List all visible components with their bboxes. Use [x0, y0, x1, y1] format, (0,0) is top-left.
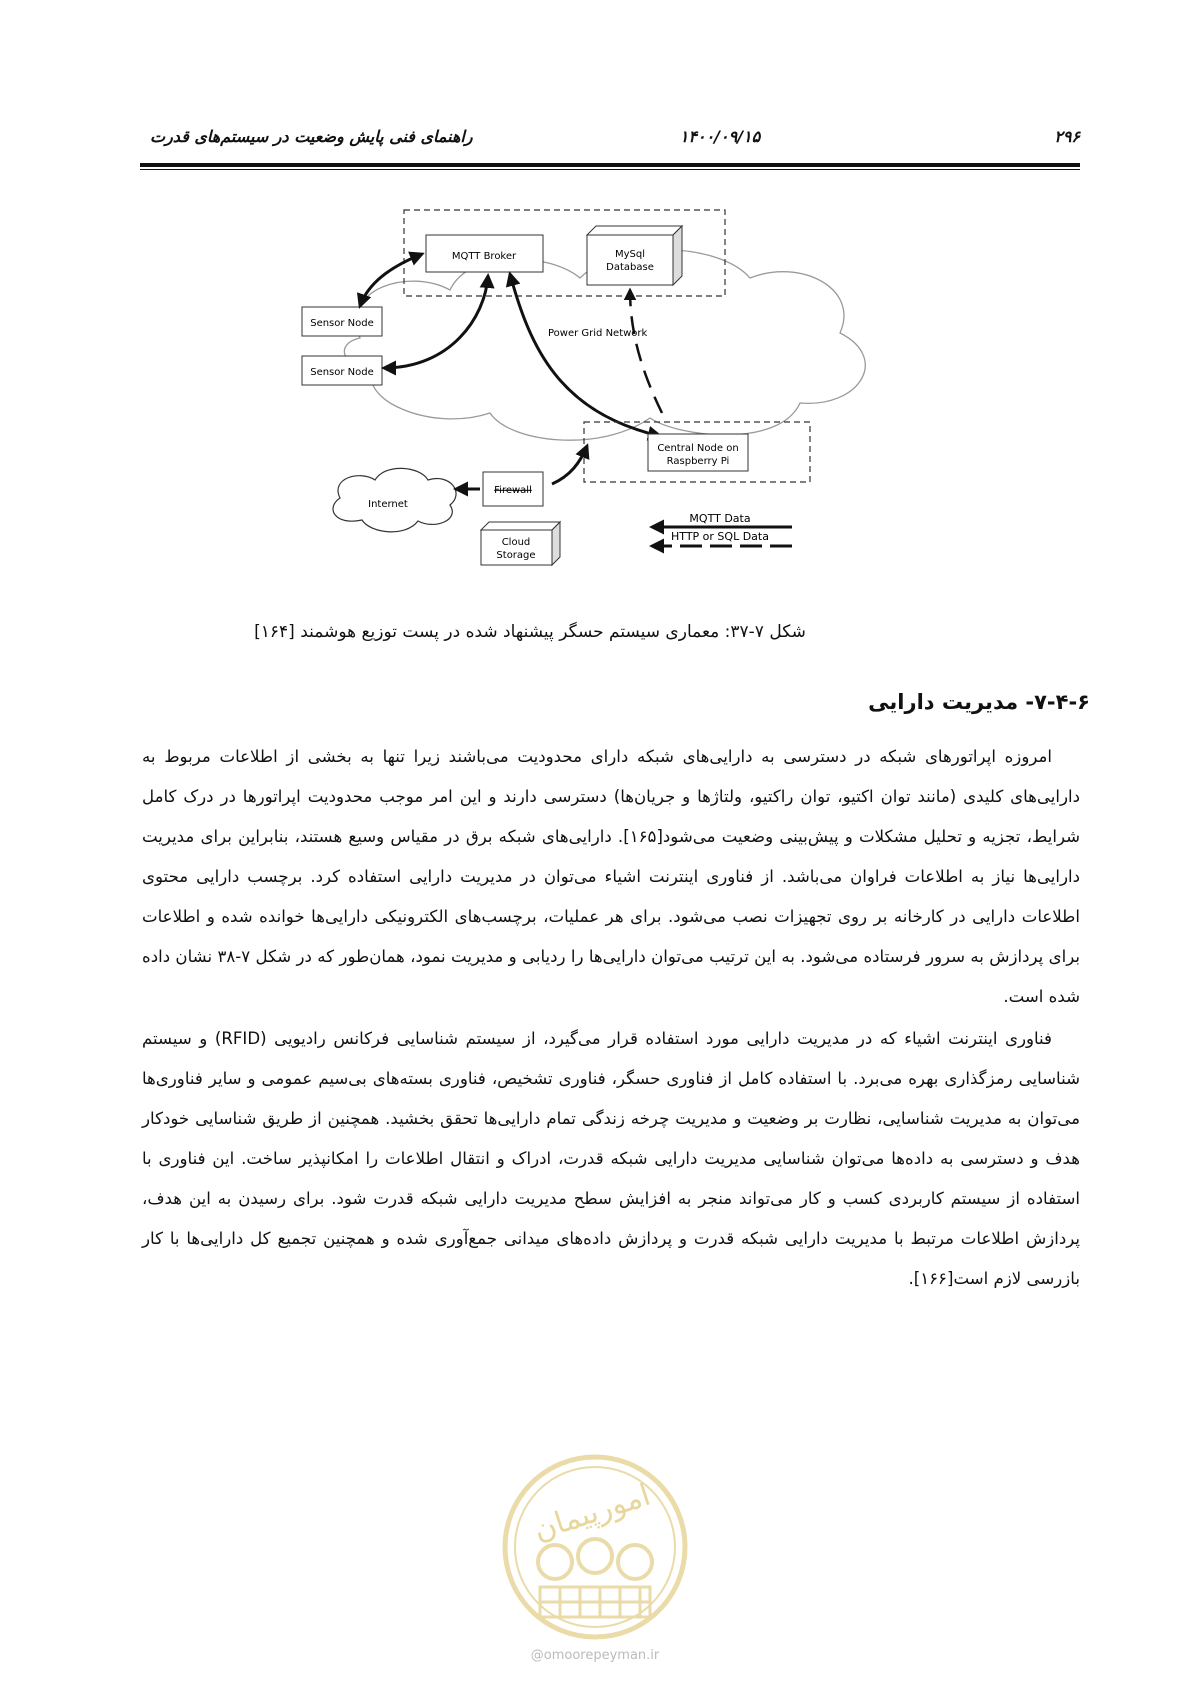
firewall-box [483, 472, 543, 506]
watermark-url: @omoorepeyman.ir [530, 1648, 660, 1663]
mqtt-broker-label: MQTT Broker [451, 251, 517, 262]
paragraph-1: امروزه اپراتورهای شبکه در دسترسی به دارایی‌های شبکه دارای محدودیت می‌باشند زیرا تنها به بخشی از اطلاعات مربوط به دارایی‌های کلیدی (مانند توان اکتیو، توان راکتیو، ولتاژها و جریان‌ها) دسترسی دارند و این امر موجب محدودیت اپراتورها در درک کامل شرایط، تجزیه و تحلیل مشکلات و پیش‌بینی وضعیت می‌شود[۱۶۵]. دارایی‌های شبکه برق در مقیاس وسیع هستند، بنابراین برای مدیریت دارایی‌ها نیاز به اطلاعات فراوان می‌باشد. از فناوری اینترنت اشیاء می‌توان در مدیریت دارایی استفاده کرد. برچسب دارایی محتوی اطلاعات دارایی در کارخانه بر روی تجهیزات نصب می‌شود. برای هر عملیات، برچسب‌های الکترونیکی دارایی‌ها خوانده شده و اطلاعات برای پردازش به سرور فرستاده می‌شود. به این ترتیب می‌توان دارایی‌ها را ردیابی و مدیریت نمود، همان‌طور که در شکل ۷-۳۸ نشان داده شده است. [142, 747, 1081, 1006]
seal-icon [500, 1452, 690, 1642]
page-number: ۲۹۶ [1054, 127, 1080, 146]
paragraph-2: فناوری اینترنت اشیاء که در مدیریت دارایی مورد استفاده قرار می‌گیرد، از سیستم شناسایی فرکانس رادیویی (RFID) و سیستم شناسایی رمزگذاری بهره می‌برد. با استفاده کامل از فناوری حسگر، فناوری تشخیص، فناوری بسته‌های بی‌سیم عمومی و سایر فناوری‌ها می‌توان به مدیریت شناسایی، نظارت بر وضعیت و مدیریت چرخه زندگی تمام دارایی‌ها تحقق بخشید. همچنین از طریق شناسایی خودکار هدف و دسترسی به داده‌ها می‌توان شناسایی مدیریت دارایی شبکه قدرت، ادراک و انتقال اطلاعات را امکانپذیر ساخت. این فناوری با استفاده از سیستم کاربردی کسب و کار می‌تواند منجر به افزایش سطح مدیریت دارایی شبکه قدرت شود. برای رسیدن به این هدف، پردازش اطلاعات مرتبط با مدیریت دارایی شبکه قدرت و پردازش داده‌های میدانی جمع‌آوری شده و همچنین تجمیع کل دارایی‌ها با کار بازرسی لازم است[۱۶۶]. [142, 1029, 1080, 1288]
power-grid-label: Power Grid Network [548, 328, 648, 339]
svg-text:امورپیمان: امورپیمان [529, 1477, 655, 1549]
sensor-node-2-label: Sensor Node [310, 367, 374, 378]
central-node-box [648, 434, 748, 471]
header-rule-thin [140, 169, 1080, 170]
header-title: راهنمای فنی پایش وضعیت در سیستم‌های قدرت [150, 127, 473, 146]
internet-cloud [333, 468, 456, 532]
cloud-storage-label-2: Storage [496, 550, 536, 561]
mysql-label-1: MySql [614, 249, 646, 260]
body-text [142, 737, 1080, 1299]
mqtt-broker-box [426, 235, 543, 272]
mysql-label-2: Database [606, 262, 654, 273]
header-date: ۱۴۰۰/۰۹/۱۵ [679, 127, 761, 146]
sensor-node-1-label: Sensor Node [310, 318, 374, 329]
cloud-storage-label-1: Cloud [501, 537, 531, 548]
section-heading: ۷-۴-۶- مدیریت دارایی [868, 690, 1090, 714]
sensor-node-2 [302, 356, 382, 385]
internet-label: Internet [368, 499, 408, 510]
firewall-label: Firewall [494, 485, 532, 496]
architecture-figure [300, 208, 905, 608]
central-node-label-2: Raspberry Pi [666, 456, 730, 467]
cloud-storage-box [481, 522, 560, 565]
legend-mqtt-label: MQTT Data [689, 512, 751, 525]
header-rule-thick [140, 163, 1080, 167]
legend [652, 512, 792, 546]
architecture-diagram [300, 208, 905, 608]
firewall-central-arrow [552, 446, 587, 484]
figure-caption: شکل ۷-۳۷: معماری سیستم حسگر پیشنهاد شده در پست توزیع هوشمند [۱۶۴] [254, 622, 806, 642]
legend-http-label: HTTP or SQL Data [671, 530, 769, 543]
publisher-seal-watermark [500, 1452, 690, 1642]
mysql-database-box [587, 226, 682, 285]
central-node-label-1: Central Node on [657, 443, 739, 454]
sensor-node-1 [302, 307, 382, 336]
